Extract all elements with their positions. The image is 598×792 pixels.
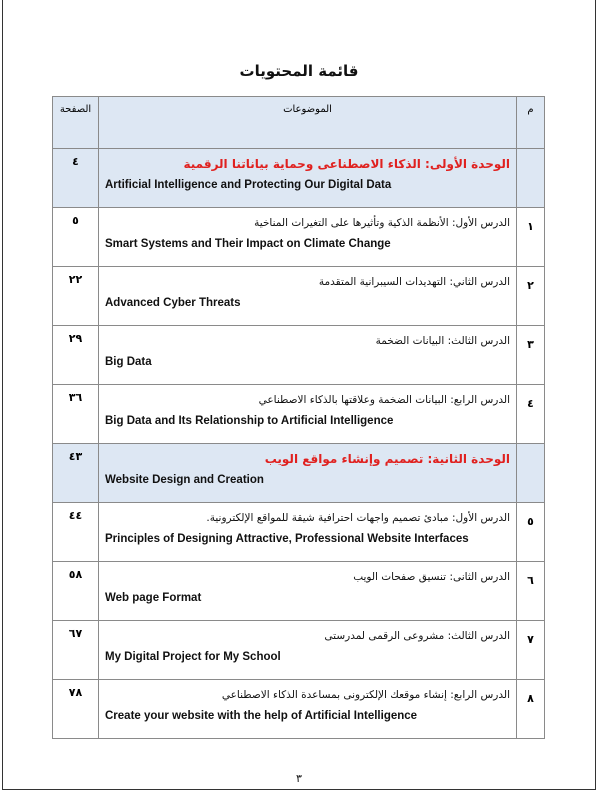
unit-row: [53, 444, 545, 503]
row-topic: [99, 562, 517, 621]
topic-english: Website Design and Creation: [105, 474, 264, 486]
topic-arabic: الدرس الثالث: البيانات الضخمة: [375, 335, 510, 347]
unit-row: [53, 149, 545, 208]
topic-english: Big Data and Its Relationship to Artificial Intelligence: [105, 415, 394, 427]
row-topic: [99, 149, 517, 208]
topic-arabic: الدرس الثاني: التهديدات السيبرانية المتقدمة: [318, 276, 510, 288]
header-num: م: [517, 97, 545, 149]
topic-arabic: الدرس الأول: مبادئ تصميم واجهات احترافية شيقة للمواقع الإلكترونية.: [206, 512, 510, 524]
lesson-row: [53, 680, 545, 739]
row-page: ٥: [53, 208, 99, 267]
row-page: ٧٨: [53, 680, 99, 739]
row-number: ٦: [517, 562, 545, 621]
topic-english: Advanced Cyber Threats: [105, 297, 241, 309]
row-page: ٣٦: [53, 385, 99, 444]
row-number: ٢: [517, 267, 545, 326]
row-page: ٤٣: [53, 444, 99, 503]
row-number: [517, 149, 545, 208]
topic-arabic: الوحدة الأولى: الذكاء الاصطناعى وحماية بياناتنا الرقمية: [183, 157, 510, 171]
contents-table: [52, 96, 545, 739]
lesson-row: [53, 326, 545, 385]
row-page: ٦٧: [53, 621, 99, 680]
row-topic: [99, 385, 517, 444]
lesson-row: [53, 621, 545, 680]
topic-arabic: الدرس الرابع: البيانات الضخمة وعلاقتها بالذكاء الاصطناعي: [258, 394, 510, 406]
header-page: الصفحة: [53, 97, 99, 149]
row-number: ٨: [517, 680, 545, 739]
row-page: ٤٤: [53, 503, 99, 562]
row-number: [517, 444, 545, 503]
topic-arabic: الدرس الثالث: مشروعى الرقمى لمدرستى: [324, 630, 510, 642]
row-number: ١: [517, 208, 545, 267]
topic-english: Smart Systems and Their Impact on Climate Change: [105, 238, 391, 250]
topic-english: Web page Format: [105, 592, 202, 604]
lesson-row: [53, 503, 545, 562]
topic-english: My Digital Project for My School: [105, 651, 281, 663]
row-topic: [99, 503, 517, 562]
row-topic: [99, 680, 517, 739]
topic-arabic: الدرس الرابع: إنشاء موقعك الإلكترونى بمساعدة الذكاء الاصطناعي: [221, 689, 510, 701]
row-topic: [99, 326, 517, 385]
row-topic: [99, 444, 517, 503]
table-header-row: [53, 97, 545, 149]
topic-arabic: الوحدة الثانية: تصميم وإنشاء مواقع الويب: [264, 452, 510, 466]
topic-english: Principles of Designing Attractive, Professional Website Interfaces: [105, 533, 469, 545]
lesson-row: [53, 562, 545, 621]
row-number: ٧: [517, 621, 545, 680]
row-page: ٤: [53, 149, 99, 208]
topic-arabic: الدرس الأول: الأنظمة الذكية وتأثيرها على التغيرات المناخية: [254, 217, 510, 229]
row-number: ٣: [517, 326, 545, 385]
topic-english: Artificial Intelligence and Protecting Our Digital Data: [105, 179, 392, 191]
row-page: ٥٨: [53, 562, 99, 621]
lesson-row: [53, 385, 545, 444]
row-number: ٤: [517, 385, 545, 444]
topic-arabic: الدرس الثانى: تنسيق صفحات الويب: [353, 571, 510, 583]
lesson-row: [53, 267, 545, 326]
page-title: قائمة المحتويات: [239, 62, 359, 80]
lesson-row: [53, 208, 545, 267]
page-number: ٣: [296, 772, 302, 785]
row-topic: [99, 621, 517, 680]
row-topic: [99, 208, 517, 267]
topic-english: Big Data: [105, 356, 152, 368]
topic-english: Create your website with the help of Artificial Intelligence: [105, 710, 418, 722]
row-page: ٢٩: [53, 326, 99, 385]
row-topic: [99, 267, 517, 326]
row-number: ٥: [517, 503, 545, 562]
row-page: ٢٢: [53, 267, 99, 326]
header-topics: الموضوعات: [99, 97, 517, 149]
